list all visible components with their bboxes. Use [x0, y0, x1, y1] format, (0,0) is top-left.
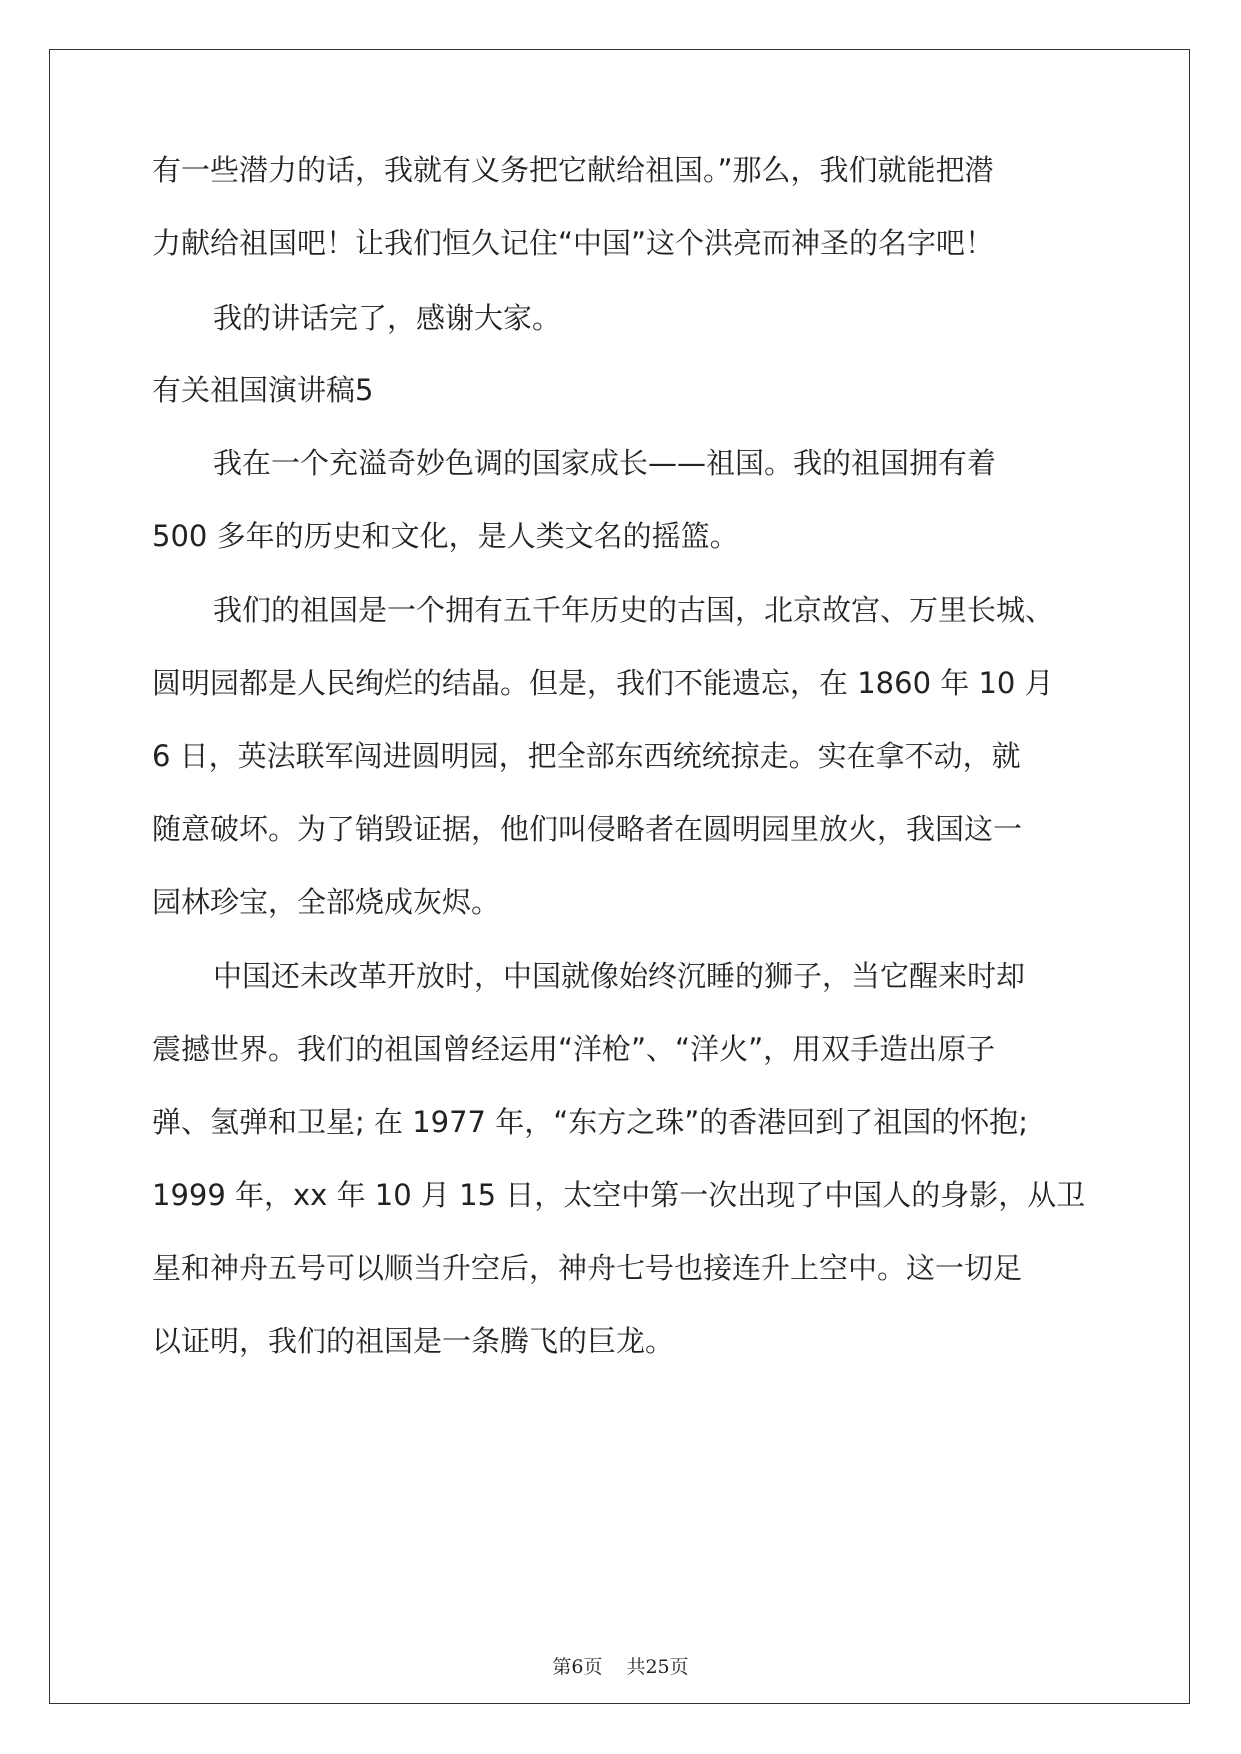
text-line: 500 多年的历史和文化，是人类文名的摇篮。	[152, 519, 739, 553]
section-heading: 有关祖国演讲稿5	[152, 373, 374, 407]
text-line: 圆明园都是人民绚烂的结晶。但是，我们不能遗忘，在 1860 年 10 月	[152, 666, 1054, 700]
text-line: 有一些潜力的话，我就有义务把它献给祖国。”那么，我们就能把潜	[152, 153, 994, 187]
page-number: 第6页	[552, 1656, 603, 1678]
text-line: 我们的祖国是一个拥有五千年历史的古国，北京故宫、万里长城、	[213, 593, 1055, 627]
text-line: 星和神舟五号可以顺当升空后，神舟七号也接连升上空中。这一切足	[152, 1251, 1023, 1285]
text-line: 以证明，我们的祖国是一条腾飞的巨龙。	[152, 1324, 675, 1358]
text-line: 力献给祖国吧！让我们恒久记住“中国”这个洪亮而神圣的名字吧！	[152, 226, 995, 260]
text-line: 震撼世界。我们的祖国曾经运用“洋枪”、“洋火”，用双手造出原子	[152, 1032, 996, 1066]
text-line: 随意破坏。为了销毁证据，他们叫侵略者在圆明园里放火，我国这一	[152, 812, 1023, 846]
text-line: 弹、氢弹和卫星; 在 1977 年，“东方之珠”的香港回到了祖国的怀抱;	[152, 1105, 1029, 1139]
page-total: 共25页	[626, 1656, 689, 1678]
text-line: 中国还未改革开放时，中国就像始终沉睡的狮子，当它醒来时却	[213, 959, 1026, 993]
text-line: 我在一个充溢奇妙色调的国家成长——祖国。我的祖国拥有着	[213, 446, 997, 480]
text-line: 园林珍宝，全部烧成灰烬。	[152, 885, 501, 919]
page-footer	[0, 1655, 1241, 1679]
text-line: 1999 年，xx 年 10 月 15 日，太空中第一次出现了中国人的身影，从卫	[152, 1178, 1086, 1212]
text-line: 6 日，英法联军闯进圆明园，把全部东西统统掠走。实在拿不动，就	[152, 739, 1021, 773]
text-line: 我的讲话完了，感谢大家。	[213, 301, 562, 335]
